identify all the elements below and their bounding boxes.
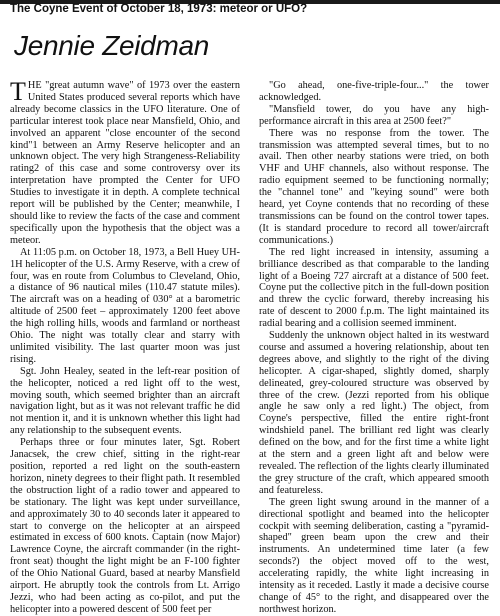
paragraph <box>10 77 240 247</box>
paragraph: Suddenly the unknown object halted in its westward course and assumed a hovering relationship, about ten degrees above, and slightly to the right of the diving helicopter. A cigar-shaped, slightly domed, sharply delineated, grey-coloured structure was observed by three of the crew. (Jezzi reported from his oblique angle he saw only a red light.) The object, from Coyne's perspective, filled the entire right-front windshield panel. The brilliant red light was clearly defined on the bow, and for the first time a white light at the stern and a green light aft and below were revealed. The reflection of the lights clearly illuminated the grey structure of the craft, which appeared smooth and featureless. <box>259 330 489 496</box>
right-column <box>259 80 489 616</box>
paragraph: The green light swung around in the manner of a directional spotlight and beamed into the helicopter cockpit with seeming deliberation, casting a "pyramid-shaped" green beam upon the crew and their instruments. An undetermined time later (a few seconds?) the object moved off to the west, accelerating rapidly, the white light increasing in intensity as it receded. Lastly it made a decisive course change of 45° to the right, and disappeared over the northwest horizon. <box>259 496 489 615</box>
running-title: The Coyne Event of October 18, 1973: meteor or UFO? <box>10 3 308 15</box>
paragraph: At 11:05 p.m. on October 18, 1973, a Bell Huey UH-1H helicopter of the U.S. Army Reserve, with a crew of four, was en route from Columbus to Cleveland, Ohio, a distance of 96 nautical miles (110.47 statute miles). The aircraft was on a heading of 030° at a barometric altitude of 2500 feet – approximately 1200 feet above the high rolling hills, woods and farmland or northeast Ohio. The night was totally clear and starry with unlimited visibility. The last quarter moon was just rising. <box>10 246 240 365</box>
paragraph: "Go ahead, one-five-triple-four..." the tower acknowledged. <box>259 80 489 103</box>
drop-cap: T <box>10 77 26 106</box>
left-column <box>10 77 240 616</box>
paragraph: The red light increased in intensity, assuming a brilliance described as that comparable to the landing light of a Boeing 727 aircraft at a distance of 500 feet. Coyne put the collective pitch in the full-down position and threw the cyclic forward, thereby increasing his rate of descent to 2000 f.p.m. The light maintained its radial bearing and a collision seemed imminent. <box>259 246 489 330</box>
paragraph-text: HE "great autumn wave" of 1973 over the eastern United States produced several reports which have already become classics in the UFO literature. One of particular interest took place near Mansfield, Ohio, and involved an apparent "close encounter of the second kind"1 between an Army Reserve helicopter and an unknown object. The very high Strangeness-Reliability rating2 of this case and some controversy over its interpretation have prompted the Center for UFO Studies to investigate it in depth. A complete technical report will be published by the Center; meanwhile, I should like to review the facts of the case and comment specifically upon the hypothesis that the object was a meteor. <box>10 80 240 246</box>
paragraph: There was no response from the tower. The transmission was attempted several times, but to no avail. Then other nearby stations were tried, on both VHF and UHF channels, also without response. The radio equipment seemed to be functioning normally; the "channel tone" and "keying sound" were both heard, yet Coyne contends that no recording of these transmissions can be found on the control tower tapes. (It is standard procedure to record all tower/aircraft communications.) <box>259 127 489 246</box>
paragraph: Perhaps three or four minutes later, Sgt. Robert Janacsek, the crew chief, sitting in the right-rear position, reported a red light on the south-eastern horizon, ninety degrees to their flight path. It resembled the obstruction light of a radio tower and appeared to be stationary. The light was kept under surveillance, and approximately 30 to 40 seconds later it appeared to start to converge on the helicopter at an airspeed estimated in excess of 600 knots. Captain (now Major) Lawrence Coyne, the aircraft commander (in the right-front seat) thought the light might be an F-100 fighter of the Ohio National Guard, based at nearby Mansfield airport. He abruptly took the controls from Lt. Arrigo Jezzi, who had been acting as co-pilot, and put the helicopter into a powered descent of 500 feet per <box>10 437 240 615</box>
author-byline: Jennie Zeidman <box>14 30 210 61</box>
paragraph: "Mansfield tower, do you have any high-performance aircraft in this area at 2500 feet?" <box>259 103 489 127</box>
paragraph: Sgt. John Healey, seated in the left-rear position of the helicopter, noticed a red light off to the west, moving south, which seemed brighter than an aircraft navigation light, but as it was not relevant traffic he did not mention it, and it is unknown whether this light had any relationship to the subsequent events. <box>10 365 240 437</box>
